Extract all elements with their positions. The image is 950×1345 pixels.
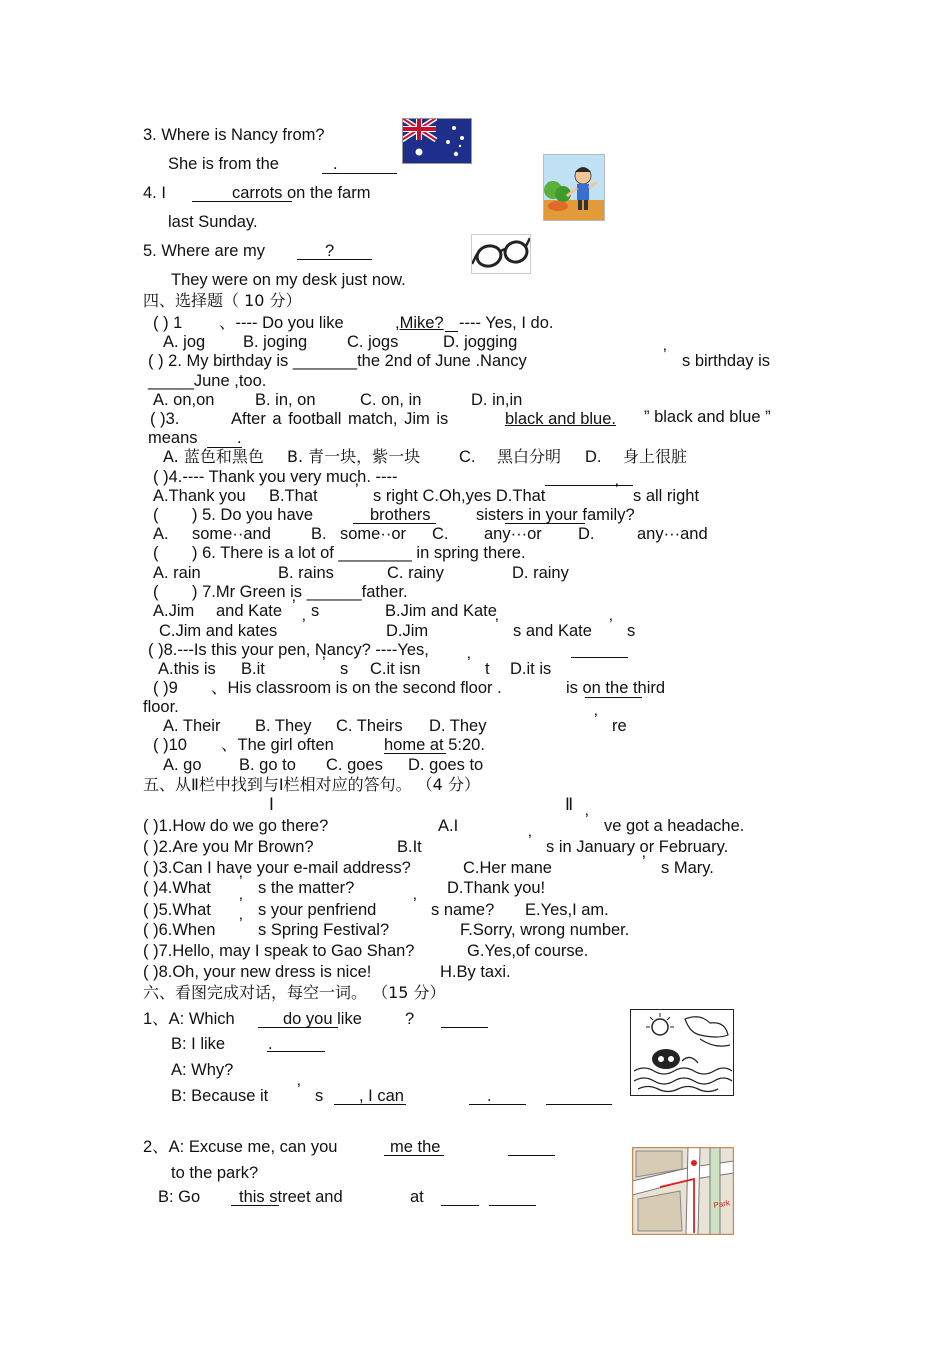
p4-q7-apos2: ’ bbox=[302, 616, 306, 634]
p5-right-h: H.By taxi. bbox=[440, 963, 511, 981]
p4-q4-opt-a: A.Thank you bbox=[153, 487, 246, 505]
p4-q2-text2: s birthday is bbox=[682, 352, 771, 370]
part5-col1-label: Ⅰ bbox=[269, 796, 274, 814]
p4-q5-opt-a: some··and bbox=[192, 525, 271, 543]
p5-left-3: ( )3.Can I have your e-mail address? bbox=[143, 859, 411, 877]
d1-line4c: , I can bbox=[359, 1087, 404, 1105]
p5-right-a-apos: ’ bbox=[585, 811, 589, 829]
p4-q9-line2: floor. bbox=[143, 698, 179, 716]
d2-line3c: at bbox=[410, 1188, 424, 1206]
p4-q4-text: ( )4.---- Thank you very much. ---- bbox=[153, 468, 398, 486]
d2-line1b: me the bbox=[390, 1138, 441, 1156]
p4-q9-text2: is on the third bbox=[566, 679, 666, 697]
p4-q5-opt-d: any···and bbox=[637, 525, 708, 543]
d1-line1b: do you like bbox=[283, 1010, 362, 1028]
p4-q8-opt-c: C.it isn bbox=[370, 660, 421, 678]
d1-line1a: 1、A: Which bbox=[143, 1010, 235, 1028]
p4-q9-text: 、His classroom is on the second floor . bbox=[211, 679, 502, 697]
q4-line2: last Sunday. bbox=[168, 213, 258, 231]
p5-left-4a: ( )4.What bbox=[143, 879, 211, 897]
p4-q7-opt-b: B.Jim and Kate bbox=[385, 602, 497, 620]
p4-q7-apos1: ’ bbox=[292, 597, 296, 615]
p4-q3-opt-c-letter: C. bbox=[459, 448, 476, 466]
p4-q7-apos3: ’ bbox=[495, 616, 499, 634]
q4-text: carrots on the farm bbox=[232, 184, 371, 202]
part6-heading: 六、看图完成对话，每空一词。 （15 分） bbox=[143, 983, 446, 1002]
p4-q5-bracket: ( bbox=[153, 506, 159, 524]
p4-q3-quote: ” black and blue ” bbox=[644, 408, 771, 426]
p5-right-f: F.Sorry, wrong number. bbox=[460, 921, 630, 939]
p4-q3-opt-b: B. 青一块，紫一块 bbox=[287, 447, 421, 466]
p4-q3-underlined: black and blue. bbox=[505, 410, 616, 428]
swimming-image bbox=[630, 1009, 734, 1096]
d1-blank3[interactable] bbox=[267, 1050, 325, 1052]
p4-q1-reply: ---- Yes, I do. bbox=[459, 314, 554, 332]
d1-line4b: s bbox=[315, 1087, 324, 1105]
p4-q7-opt-a: A.Jim bbox=[153, 602, 195, 620]
p4-q1-bracket: ( ) 1 bbox=[153, 314, 183, 332]
map-park-label: Park bbox=[712, 1198, 731, 1210]
p5-right-a1: A.I bbox=[438, 817, 459, 835]
p5-left-6a: ( )6.When bbox=[143, 921, 216, 939]
p4-q6-bracket: ( bbox=[153, 544, 159, 562]
p5-right-c2: s Mary. bbox=[661, 859, 714, 877]
p4-q4-apos1: ’ bbox=[355, 481, 359, 499]
q3-dot: . bbox=[333, 155, 338, 173]
p4-q9-apos: ’ bbox=[594, 711, 598, 729]
p4-q2-opt-c: C. on, in bbox=[360, 391, 422, 409]
p4-q1-opt-c: C. jogs bbox=[347, 333, 399, 351]
d1-line2-dot: . bbox=[268, 1035, 273, 1053]
p5-right-b-apos: ’ bbox=[528, 832, 532, 850]
p4-q6-opt-d: D. rainy bbox=[512, 564, 569, 582]
p4-q10-blank[interactable] bbox=[384, 752, 446, 754]
p4-q3-means: means bbox=[148, 429, 198, 447]
p4-q1-opt-a: A. jog bbox=[163, 333, 206, 351]
p5-left-4b: s the matter? bbox=[258, 879, 355, 897]
p5-right-e: E.Yes,I am. bbox=[525, 901, 609, 919]
p4-q4-blank[interactable] bbox=[545, 484, 633, 486]
p4-q10-opt-a: A. go bbox=[163, 756, 202, 774]
p4-q5-opt-c: any···or bbox=[484, 525, 542, 543]
d2-line1a: 2、A: Excuse me, can you bbox=[143, 1138, 338, 1156]
p4-q9-opt-b: B. They bbox=[255, 717, 312, 735]
p4-q3-opt-d: 身上很脏 bbox=[623, 447, 688, 466]
p4-q10-bracket: ( )10 bbox=[153, 736, 187, 754]
p5-left-2: ( )2.Are you Mr Brown? bbox=[143, 838, 314, 856]
p4-q4-opt-d-end: s all right bbox=[633, 487, 700, 505]
p4-q9-opt-d2: re bbox=[612, 717, 627, 735]
p4-q8-opt-a: A.this is bbox=[158, 660, 216, 678]
d2-line3a: B: Go bbox=[158, 1188, 201, 1206]
p4-q1-opt-d: D. jogging bbox=[443, 333, 518, 351]
d1-line4a: B: Because it bbox=[171, 1087, 269, 1105]
p4-q8-blank[interactable] bbox=[571, 656, 628, 658]
p4-q10-opt-d: D. goes to bbox=[408, 756, 484, 774]
p4-q10-text2: home at 5:20. bbox=[384, 736, 485, 754]
p4-q7-text: ) 7.Mr Green is ______father. bbox=[192, 583, 408, 601]
d1-line1c: ? bbox=[405, 1010, 415, 1028]
q5-line2: They were on my desk just now. bbox=[171, 271, 406, 289]
p5-left-6b: s Spring Festival? bbox=[258, 921, 390, 939]
p4-q9-opt-c: C. Theirs bbox=[336, 717, 403, 735]
p4-q8-opt-b2: s bbox=[340, 660, 349, 678]
d2-blank5[interactable] bbox=[489, 1204, 536, 1206]
p4-q7-opt-d2: s and Kate bbox=[513, 622, 592, 640]
p4-q5-opt-d-letter: D. bbox=[578, 525, 595, 543]
p4-q4-opt-cd: s right C.Oh,yes D.That bbox=[373, 487, 546, 505]
p4-q2-opt-a: A. on,on bbox=[153, 391, 215, 409]
p4-q9-underline bbox=[585, 696, 642, 698]
p4-q7-opt-a2: and Kate bbox=[216, 602, 283, 620]
p4-q6-opt-c: C. rainy bbox=[387, 564, 444, 582]
p4-q6-opt-a: A. rain bbox=[153, 564, 201, 582]
p4-q7-opt-c: C.Jim and kates bbox=[159, 622, 278, 640]
p4-q1-opt-b: B. joging bbox=[243, 333, 308, 351]
p5-left-1: ( )1.How do we go there? bbox=[143, 817, 329, 835]
p4-q1-text: 、---- Do you like bbox=[219, 314, 344, 332]
q4-number: 4. I bbox=[143, 184, 166, 202]
d1-line2: B: I like bbox=[171, 1035, 226, 1053]
p4-q5-text2: sisters in your family? bbox=[476, 506, 635, 524]
p5-left-5-apos1: ’ bbox=[239, 895, 243, 913]
p4-q2-text: ( ) 2. My birthday is _______the 2nd of June .Nancy bbox=[148, 352, 527, 370]
p4-q7-apos4: ’ bbox=[609, 616, 613, 634]
p4-q3-dot: . bbox=[237, 429, 242, 447]
p4-q5-text: ) 5. Do you have bbox=[192, 506, 314, 524]
park-map-image bbox=[632, 1147, 734, 1235]
p5-right-b2: s in January or February. bbox=[546, 838, 729, 856]
p4-q10-text: 、The girl often bbox=[221, 736, 334, 754]
p5-right-d: D.Thank you! bbox=[447, 879, 546, 897]
p5-right-c-apos: ’ bbox=[642, 853, 646, 871]
p4-q2-opt-d: D. in,in bbox=[471, 391, 523, 409]
p5-left-5a: ( )5.What bbox=[143, 901, 211, 919]
p4-q1-mike: ,Mike? bbox=[395, 314, 444, 332]
p4-q3-text: After a football match, Jim is bbox=[231, 410, 449, 428]
p4-q3-opt-d-letter: D. bbox=[585, 448, 602, 466]
p4-q10-opt-b: B. go to bbox=[239, 756, 296, 774]
p5-left-5c: s name? bbox=[431, 901, 495, 919]
d2-blank2[interactable] bbox=[508, 1154, 555, 1156]
p5-right-c1: C.Her mane bbox=[463, 859, 552, 877]
p4-q5-opt-b: some··or bbox=[340, 525, 407, 543]
q3-question: 3. Where is Nancy from? bbox=[143, 126, 325, 144]
q5-mark: ? bbox=[325, 242, 335, 260]
p4-q5-opt-b-letter: B. bbox=[311, 525, 327, 543]
p4-q2-apos: ’ bbox=[663, 346, 667, 364]
d1-line4-dot: . bbox=[487, 1087, 492, 1105]
p5-left-4-apos: ’ bbox=[239, 873, 243, 891]
p4-q8-opt-b: B.it bbox=[241, 660, 265, 678]
p5-right-b1: B.It bbox=[397, 838, 422, 856]
p5-right-g: G.Yes,of course. bbox=[467, 942, 589, 960]
p5-left-5b: s your penfriend bbox=[258, 901, 377, 919]
p4-q7-opt-d: D.Jim bbox=[386, 622, 429, 640]
p4-q6-opt-b: B. rains bbox=[278, 564, 334, 582]
d1-line3: A: Why? bbox=[171, 1061, 234, 1079]
p4-q3-opt-c: 黑白分明 bbox=[497, 447, 562, 466]
d2-line2: to the park? bbox=[171, 1164, 259, 1182]
p4-q9-opt-a: A. Their bbox=[163, 717, 221, 735]
p5-left-8: ( )8.Oh, your new dress is nice! bbox=[143, 963, 372, 981]
p5-left-7: ( )7.Hello, may I speak to Gao Shan? bbox=[143, 942, 415, 960]
p4-q5-opt-c-letter: C. bbox=[432, 525, 449, 543]
p4-q5-brothers: brothers bbox=[370, 506, 431, 524]
p5-left-6-apos: ’ bbox=[239, 915, 243, 933]
p4-q9-opt-d: D. They bbox=[429, 717, 487, 735]
part5-heading: 五、从Ⅱ栏中找到与Ⅰ栏相对应的答句。 （4 分） bbox=[143, 775, 480, 794]
p4-q2-line2: _____June ,too. bbox=[148, 372, 267, 390]
part4-heading: 四、选择题（ 10 分） bbox=[143, 291, 302, 310]
p4-q4-opt-b: B.That bbox=[269, 487, 318, 505]
part5-col2-label: Ⅱ bbox=[565, 796, 574, 814]
p5-left-5-apos2: ’ bbox=[413, 895, 417, 913]
q5-question: 5. Where are my bbox=[143, 242, 265, 260]
d1-line4-apos: ’ bbox=[297, 1081, 301, 1099]
q3-answer-line: She is from the bbox=[168, 155, 279, 173]
australia-flag-image bbox=[402, 118, 472, 164]
q5-blank[interactable] bbox=[297, 258, 372, 260]
p4-q8-opt-d: D.it is bbox=[510, 660, 552, 678]
d1-blank5[interactable] bbox=[469, 1103, 526, 1105]
glasses-image bbox=[471, 234, 531, 274]
p4-q5-opt-a-letter: A. bbox=[153, 525, 169, 543]
p4-q7-opt-a3: s bbox=[311, 602, 320, 620]
p4-q8-text: ( )8.---Is this your pen, Nancy? ----Yes, bbox=[148, 641, 429, 659]
boy-farm-image bbox=[543, 154, 605, 221]
p4-q8-apos2: ’ bbox=[467, 654, 471, 672]
p4-q3-opt-a: A. 蓝色和黑色 bbox=[163, 447, 264, 466]
p4-q4-apos2: ’ bbox=[615, 481, 619, 499]
p4-q8-apos1: ’ bbox=[322, 654, 326, 672]
p4-q3-bracket: ( )3. bbox=[150, 410, 180, 428]
p4-q2-opt-b: B. in, on bbox=[255, 391, 316, 409]
p4-q7-bracket: ( bbox=[153, 583, 159, 601]
d1-blank6[interactable] bbox=[546, 1103, 612, 1105]
p4-q8-opt-c2: t bbox=[485, 660, 490, 678]
p4-q7-opt-d3: s bbox=[627, 622, 636, 640]
p5-right-a2: ve got a headache. bbox=[604, 817, 745, 835]
p4-q9-bracket: ( )9 bbox=[153, 679, 178, 697]
p4-q10-opt-c: C. goes bbox=[326, 756, 383, 774]
d2-blank4[interactable] bbox=[441, 1204, 479, 1206]
p4-q6-text: ) 6. There is a lot of ________ in spring there. bbox=[192, 544, 526, 562]
d1-blank2[interactable] bbox=[441, 1026, 488, 1028]
d2-line3b: this street and bbox=[239, 1188, 343, 1206]
